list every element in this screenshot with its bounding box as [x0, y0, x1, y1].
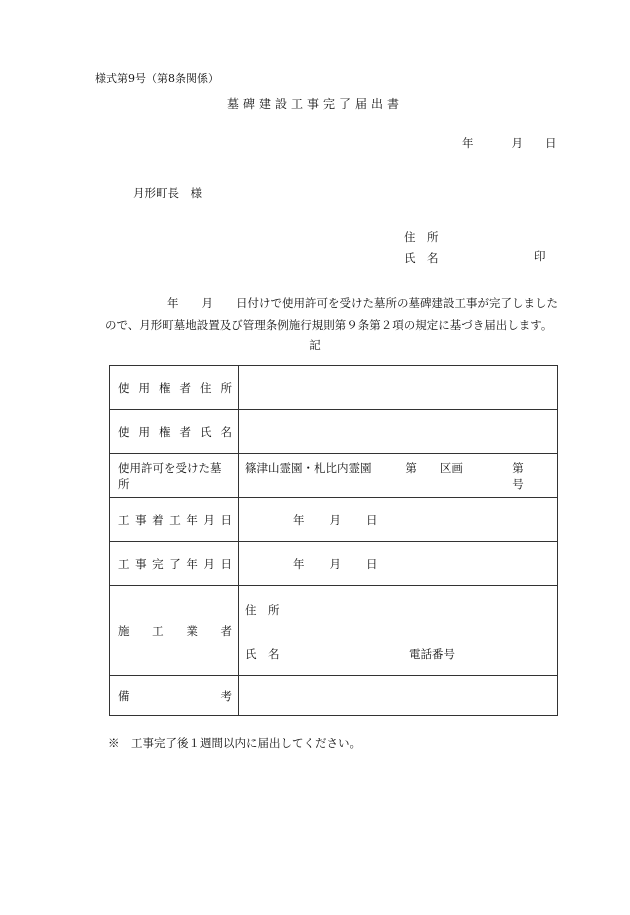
contractor-name-label: 氏 名	[245, 647, 280, 661]
justified-label	[118, 688, 232, 704]
label-char: 工	[118, 512, 130, 527]
contractor-phone-label: 電話番号	[409, 647, 455, 661]
label-char: 権	[159, 424, 171, 439]
label-char: 事	[135, 512, 147, 527]
remarks-label	[110, 676, 239, 716]
label-char: 氏	[200, 424, 212, 439]
justified-label	[118, 623, 232, 639]
label-char: 者	[220, 623, 232, 638]
start-date-field[interactable]	[239, 498, 558, 542]
label-char: 着	[152, 512, 164, 527]
date-month-label: 月	[511, 136, 523, 150]
label-char: 年	[186, 512, 198, 527]
label-char: 完	[152, 556, 164, 571]
table-row	[110, 454, 558, 498]
label-char: 者	[179, 380, 191, 395]
end-date-field[interactable]	[239, 542, 558, 586]
form-number: 様式第9号（第8条関係）	[95, 72, 219, 85]
applicant-address-label: 住 所	[404, 230, 439, 244]
month-label: 月	[329, 556, 341, 571]
month-label: 月	[329, 512, 341, 527]
body-line-2: ので、月形町墓地設置及び管理条例施行規則第９条第２項の規定に基づき届出します。	[105, 318, 553, 332]
end-date-label	[110, 542, 239, 586]
label-char: 月	[203, 556, 215, 571]
label-char: 日	[220, 512, 232, 527]
label-char: 使	[118, 380, 130, 395]
justified-label	[118, 512, 232, 528]
start-date-label	[110, 498, 239, 542]
body-line-1: 年 月 日付けで使用許可を受けた墓所の墓碑建設工事が完了しました	[167, 296, 558, 310]
applicant-name-label: 氏 名	[404, 251, 439, 265]
year-label: 年	[293, 512, 305, 527]
label-char: 施	[118, 623, 130, 638]
contractor-field[interactable]	[239, 586, 558, 676]
applicant-block	[404, 227, 546, 269]
table-row	[110, 366, 558, 410]
body-text	[105, 292, 575, 336]
submission-date	[462, 135, 557, 151]
label-char: 月	[203, 512, 215, 527]
section-text: 第 区画	[405, 460, 463, 475]
label-char: 日	[220, 556, 232, 571]
label-char: 名	[220, 424, 232, 439]
label-char: 工	[118, 556, 130, 571]
label-char: 者	[179, 424, 191, 439]
label-char: 考	[220, 688, 232, 703]
seal-mark: 印	[534, 249, 546, 263]
contractor-address-label: 住 所	[245, 603, 280, 617]
details-table	[109, 365, 558, 716]
table-row	[110, 410, 558, 454]
footnote: ※ 工事完了後１週間以内に届出してください。	[108, 736, 361, 750]
rights-holder-address-field[interactable]	[239, 366, 558, 410]
justified-label	[118, 424, 232, 440]
year-label: 年	[293, 556, 305, 571]
label-char: 年	[186, 556, 198, 571]
table-row	[110, 676, 558, 716]
label-char: 工	[169, 512, 181, 527]
label-char: 備	[118, 688, 130, 703]
label-char: 用	[138, 424, 150, 439]
label-char: 了	[169, 556, 181, 571]
remarks-field[interactable]	[239, 676, 558, 716]
day-label: 日	[366, 556, 378, 571]
table-row	[110, 542, 558, 586]
rights-holder-name-field[interactable]	[239, 410, 558, 454]
label-char: 工	[152, 623, 164, 638]
justified-label	[118, 556, 232, 572]
label-char: 権	[159, 380, 171, 395]
label-char: 所	[220, 380, 232, 395]
contractor-block	[239, 586, 557, 675]
date-year-label: 年	[462, 136, 474, 150]
cemetery-names: 篠津山霊園・札比内霊園	[245, 460, 372, 475]
day-label: 日	[366, 512, 378, 527]
plot-value	[245, 460, 557, 492]
permitted-plot-label: 使用許可を受けた墓所	[110, 454, 239, 498]
date-day-label: 日	[545, 136, 557, 150]
permitted-plot-field[interactable]	[239, 454, 558, 498]
label-char: 用	[138, 380, 150, 395]
label-char: 住	[200, 380, 212, 395]
addressee: 月形町長 様	[133, 186, 202, 200]
contractor-label	[110, 586, 239, 676]
table-row	[110, 498, 558, 542]
label-char: 事	[135, 556, 147, 571]
justified-label	[118, 380, 232, 396]
ki-heading: 記	[309, 338, 321, 352]
rights-holder-address-label	[110, 366, 239, 410]
number-text: 第 号	[512, 460, 547, 491]
label-char: 使	[118, 424, 130, 439]
document-title: 墓碑建設工事完了届出書	[226, 97, 403, 111]
rights-holder-name-label	[110, 410, 239, 454]
table-row	[110, 586, 558, 676]
label-char: 業	[186, 623, 198, 638]
